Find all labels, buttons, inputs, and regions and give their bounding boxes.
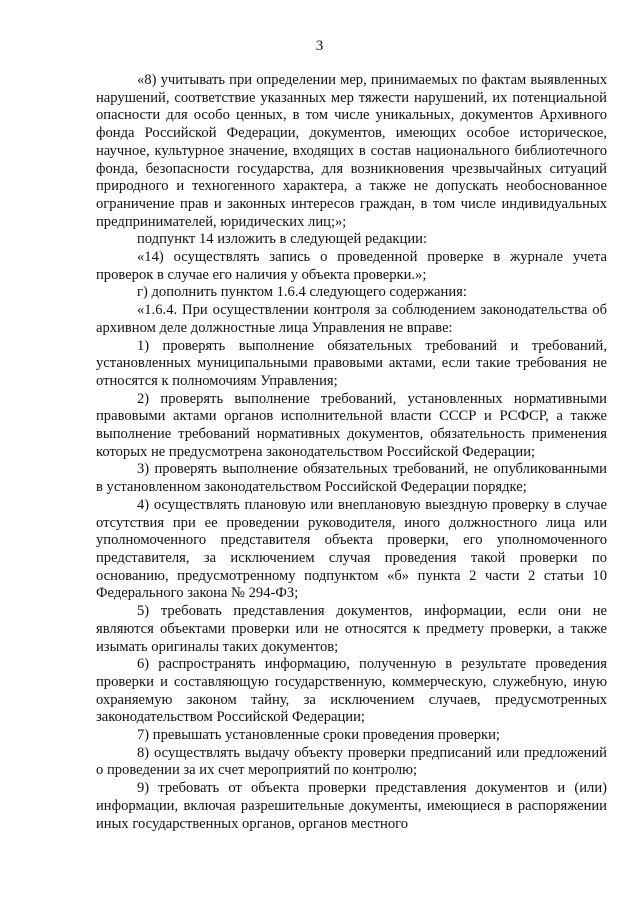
document-body [96, 72, 607, 833]
paragraph-1-6-4: «1.6.4. При осуществлении контроля за соблюдением законодательства об архивном деле должностные лица Управления не вправе: [96, 302, 607, 336]
list-item-7: 7) превышать установленные сроки проведения проверки; [137, 727, 500, 744]
list-item-3: 3) проверять выполнение обязательных требований, не опубликованными в установленном законодательством Российской Федерации порядке; [96, 461, 607, 496]
paragraph-item-14: «14) осуществлять запись о проведенной проверке в журнале учета проверок в случае его наличия у объекта проверки.»; [96, 249, 607, 283]
page-number: 3 [315, 38, 324, 54]
list-item-1: 1) проверять выполнение обязательных требований и требований, установленных муниципальными правовыми актами, если такие требования не относятся к полномочиям Управления; [96, 337, 607, 389]
list-item-6: 6) распространять информацию, полученную в результате проведения проверки и составляющую государственную, коммерческую, служебную, иную охраняемую законом тайну, за исключением случаев, предусмотренных законодательством Российской Федерации; [96, 656, 607, 726]
list-item-5: 5) требовать представления документов, информации, если они не являются объектами проверки или не относятся к предмету проверки, а также изымать оригиналы таких документов; [96, 603, 607, 655]
list-item-4: 4) осуществлять плановую или внеплановую выездную проверку в случае отсутствия при ее проведении руководителя, иного должностного лица или уполномоченного представителя объекта проверки, его уполномоченного представителя, за исключением случая проведения такой проверки по основанию, предусмотренному подпунктом «б» пункта 2 части 2 статьи 10 Федерального закона № 294-ФЗ; [96, 496, 607, 602]
list-item-9: 9) требовать от объекта проверки представления документов и (или) информации, включая разрешительные документы, имеющиеся в распоряжении иных государственных органов, органов местного [96, 780, 607, 832]
list-item-2: 2) проверять выполнение требований, установленных нормативными правовыми актами органов исполнительной власти СССР и РСФСР, а также выполнение требований нормативных документов, обязательность применения которых не предусмотрена законодательством Российской Федерации; [96, 390, 607, 460]
paragraph-item-8: «8) учитывать при определении мер, принимаемых по фактам выявленных нарушений, соответствие указанных мер тяжести нарушений, их потенциальной опасности для особо ценных, в том числе уникальных, документов Архивного фонда Российской Федерации, документов, имеющих особое историческое, научное, культурное значение, входящих в состав национального библиотечного фонда, безопасности государства, для возникновения чрезвычайных ситуаций природного и техногенного характера, а также не допускать необоснованное ограничение прав и законных интересов граждан, в том числе индивидуальных предпринимателей, юридических лиц;»; [96, 72, 607, 230]
paragraph-subitem-14-intro: подпункт 14 изложить в следующей редакции: [137, 231, 428, 248]
list-item-8: 8) осуществлять выдачу объекту проверки предписаний или предложений о проведении за их счет мероприятий по контролю; [96, 744, 607, 779]
paragraph-clause-g: г) дополнить пунктом 1.6.4 следующего содержания: [137, 284, 467, 301]
